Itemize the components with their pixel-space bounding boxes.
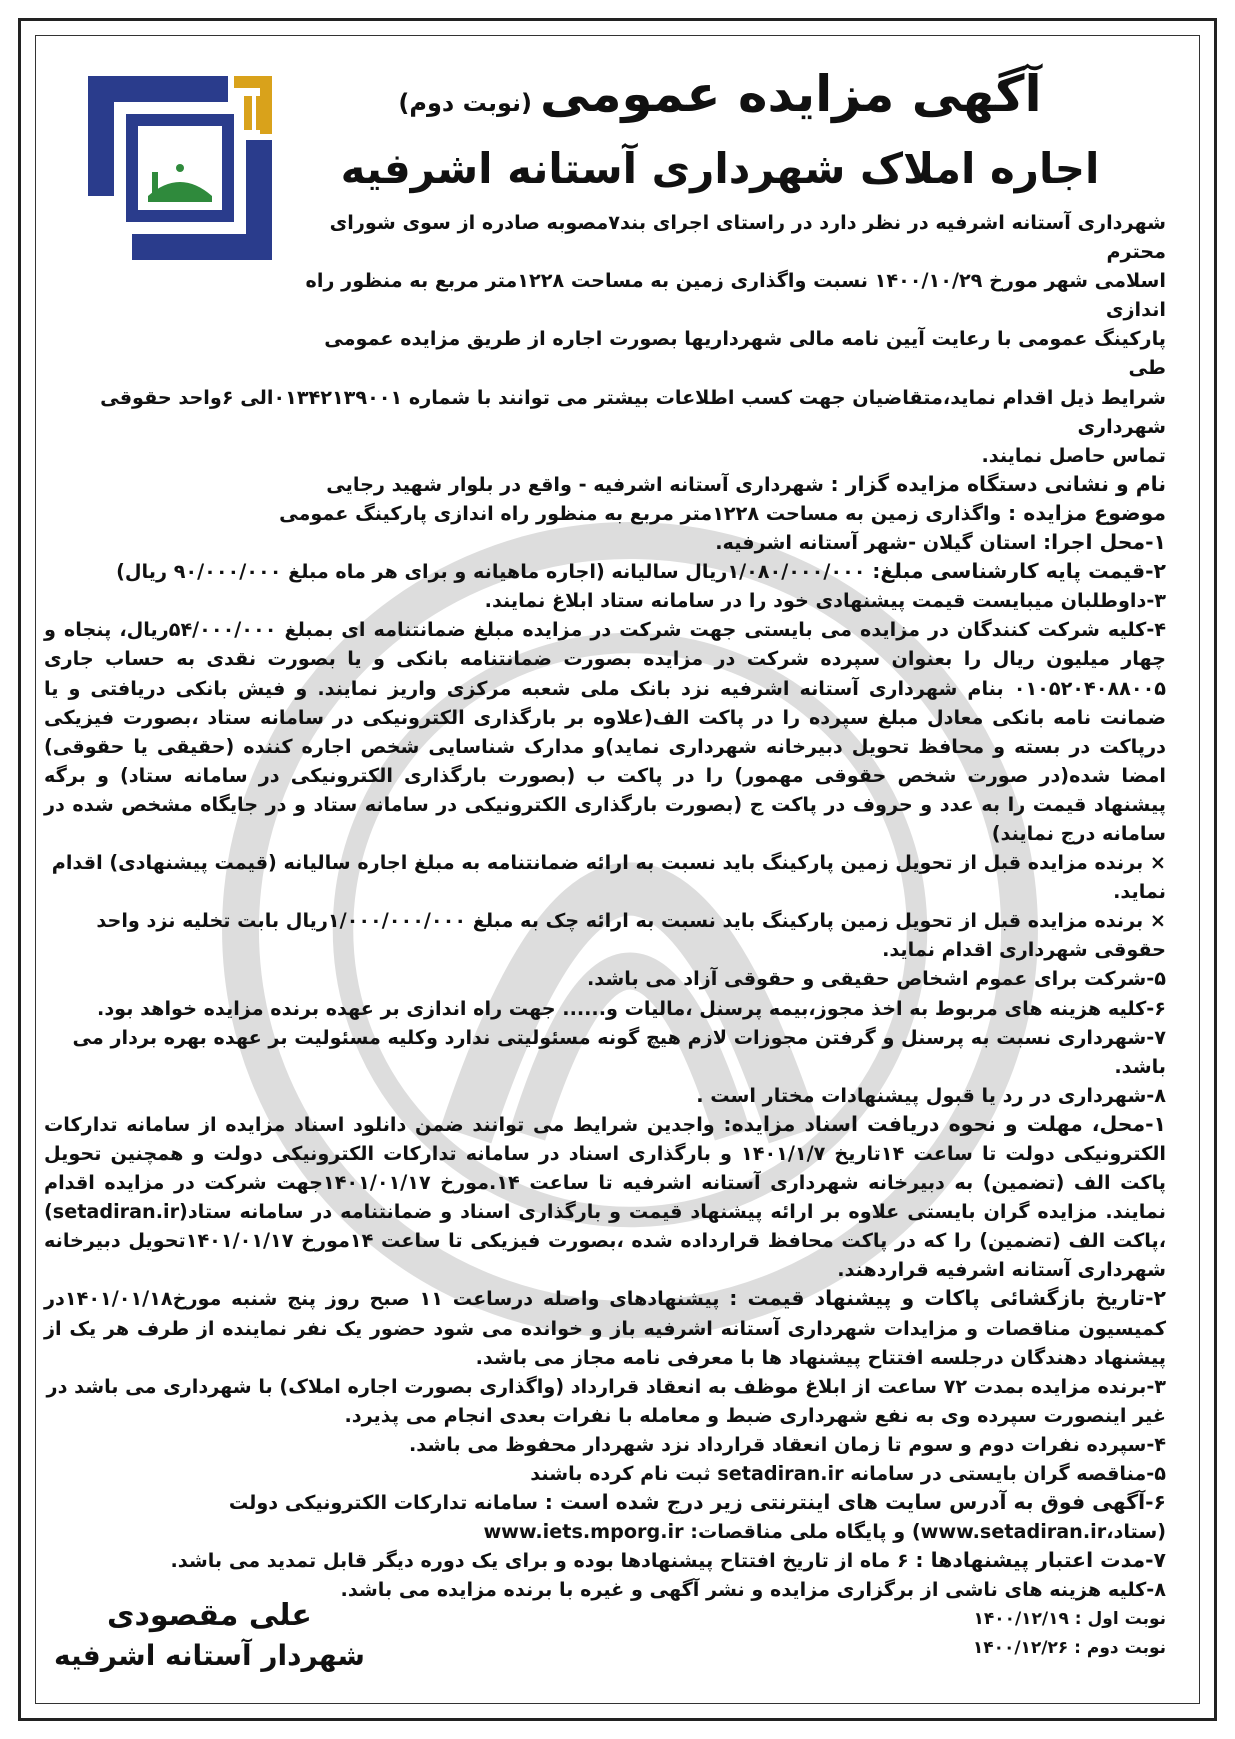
subject-value: واگذاری زمین به مساحت ۱۲۲۸متر مربع به منظور راه اندازی پارکینگ عمومی — [279, 501, 1002, 525]
websites-section — [44, 1488, 1166, 1546]
opening-text: پیشنهادهای واصله درساعت ۱۱ صبح روز پنج شنبه مورخ۱۴۰۱/۰۱/۱۸در کمیسیون مناقصات و مزایدات شهرداری آستانه اشرفیه باز و خوانده می شود حضور یک نفر نماینده از طرف هر یک از پیشنهاد دهندگان درجلسه افتتاح پیشنهاد ها با معرفی نامه مجاز می باشد. — [44, 1287, 1166, 1369]
subject — [44, 499, 1166, 528]
base-price — [44, 557, 1166, 586]
websites-text: سامانه تدارکات الکترونیکی دولت (ستاد،www.setadiran.ir) و پایگاه ملی مناقصات: www.iets.mporg.ir — [228, 1491, 1166, 1544]
rule-item: ۴-سپرده نفرات دوم و سوم تا زمان انعقاد قرارداد نزد شهردار محفوظ می باشد. — [409, 1432, 1166, 1456]
condition-item: ۸-شهرداری در رد یا قبول پیشنهادات مختار است . — [696, 1083, 1166, 1107]
validity-label: ۷-مدت اعتبار پیشنهادها : — [915, 1548, 1166, 1573]
rule-item: ۵-مناقصه گران بایستی در سامانه setadiran.ir ثبت نام کرده باشند — [530, 1462, 1166, 1486]
validity-text: ۶ ماه از تاریخ افتتاح پیشنهادها بوده و برای یک دوره دیگر قابل تمدید می باشد. — [170, 1549, 909, 1573]
title — [290, 62, 1150, 135]
header — [290, 62, 1150, 199]
opening-label: ۲-تاریخ بازگشائی پاکات و پیشنهاد قیمت : — [729, 1286, 1166, 1311]
intro-line: پارکینگ عمومی با رعایت آیین نامه مالی شهرداریها بصورت اجاره از طریق مزایده عمومی طی — [324, 327, 1166, 380]
intro — [44, 208, 1166, 470]
opening-section — [44, 1284, 1166, 1371]
condition-item: ۵-شرکت برای عموم اشخاص حقیقی و حقوقی آزاد می باشد. — [587, 967, 1166, 991]
subtitle: اجاره املاک شهرداری آستانه اشرفیه — [340, 144, 1100, 193]
location — [44, 528, 1166, 557]
websites-label: ۶-آگهی فوق به آدرس سایت های اینترنتی زیر درج شده است : — [544, 1490, 1166, 1515]
price-value: ۱/۰۸۰/۰۰۰/۰۰۰ریال سالیانه (اجاره ماهیانه و برای هر ماه مبلغ ۹۰/۰۰۰/۰۰۰ ریال) — [116, 560, 866, 584]
condition-item: ۷-شهرداری نسبت به پرسنل و گرفتن مجوزات لازم هیچ گونه مسئولیتی ندارد وکلیه مسئولیت بر عهده بهره بردار می باشد. — [72, 1025, 1166, 1078]
publish-first: نوبت اول : ۱۴۰۰/۱۲/۱۹ — [973, 1608, 1166, 1629]
documents-section — [44, 1110, 1166, 1285]
publish-second: نوبت دوم : ۱۴۰۰/۱۲/۲۶ — [972, 1637, 1166, 1658]
intro-line: شرایط ذیل اقدام نماید،متقاضیان جهت کسب اطلاعات بیشتر می توانند با شماره ۰۱۳۴۲۱۳۹۰۰۱الی ۶واحد حقوقی شهرداری — [100, 385, 1166, 438]
condition-item: × برنده مزایده قبل از تحویل زمین پارکینگ باید نسبت به ارائه چک به مبلغ ۱/۰۰۰/۰۰۰/۰۰۰ریال بابت تخلیه نزد واحد حقوقی شهرداری اقدام نماید. — [96, 909, 1166, 962]
price-label: ۲-قیمت پایه کارشناسی مبلغ: — [872, 559, 1166, 584]
costs-item: ۸-کلیه هزینه های ناشی از برگزاری مزایده و نشر آگهی و غیره با برنده مزایده می باشد. — [340, 1578, 1166, 1602]
organizer-value: شهرداری آستانه اشرفیه - واقع در بلوار شهید رجایی — [326, 472, 824, 496]
intro-line: تماس حاصل نمایند. — [981, 443, 1166, 467]
title-text: آگهی مزایده عمومی — [540, 65, 1042, 123]
organizer-label: نام و نشانی دستگاه مزایده گزار : — [830, 471, 1166, 496]
location-value: استان گیلان -شهر آستانه اشرفیه. — [715, 531, 1037, 555]
validity-section — [44, 1546, 1166, 1575]
condition-item: × برنده مزایده قبل از تحویل زمین پارکینگ باید نسبت به ارائه ضمانتنامه به مبلغ اجاره سالیانه (قیمت پیشنهادی) اقدام نماید. — [51, 851, 1166, 904]
condition-item: ۴-کلیه شرکت کنندگان در مزایده می بایستی جهت شرکت در مزایده مبلغ ضمانتنامه ای بمبلغ ۵۴/۰۰۰/۰۰۰ریال، پنجاه و چهار میلیون ریال را بعنوان سپرده شرکت در مزایده بصورت ضمانتنامه بانکی و یا بصورت نقدی به حساب جاری ۰۱۰۵۲۰۴۰۸۸۰۰۵ بنام شهرداری آستانه اشرفیه نزد بانک ملی شعبه مرکزی واریز نمایند. و فیش بانکی دریافتی و یا ضمانت نامه بانکی معادل مبلغ سپرده را در پاکت الف(علاوه بر بارگذاری الکترونیکی در سامانه ستاد ،بصورت فیزیکی درپاکت در بسته و محافظ تحویل دبیرخانه شهرداری نماید)و مدارک شناسایی شخص اجاره کننده (حقیقی یا حقوقی) امضا شده(در صورت شخص حقوقی مهمور) را در پاکت ب (بصورت بارگذاری الکترونیکی در سامانه ستاد) و برگه پیشنهاد قیمت را به عدد و حروف در پاکت ج (بصورت بارگذاری الکترونیکی در سامانه ستاد و در جایگاه مشخص شده در سامانه درج نمایند) — [44, 618, 1166, 845]
title-note: (نوبت دوم) — [398, 89, 533, 117]
documents-label: ۱-محل، مهلت و نحوه دریافت اسناد مزایده: — [723, 1111, 1166, 1136]
rule-item: ۳-برنده مزایده بمدت ۷۲ ساعت از ابلاغ موظف به انعقاد قرارداد (واگذاری بصورت اجاره املاک) با شهرداری می باشد در غیر اینصورت سپرده وی به نفع شهرداری ضبط و معامله با نفرات بعدی انجام می پذیرد. — [46, 1374, 1166, 1427]
signatory-title: شهردار آستانه اشرفیه — [54, 1639, 365, 1672]
condition-item: ۳-داوطلبان میبایست قیمت پیشنهادی خود را در سامانه ستاد ابلاغ نمایند. — [484, 589, 1166, 613]
signature — [54, 1596, 365, 1676]
condition-item: ۶-کلیه هزینه های مربوط به اخذ مجوز،بیمه پرسنل ،مالیات و...... جهت راه اندازی بر عهده برنده مزایده خواهد بود. — [97, 996, 1166, 1020]
location-label: ۱-محل اجرا: — [1042, 530, 1166, 555]
intro-line: اسلامی شهر مورخ ۱۴۰۰/۱۰/۲۹ نسبت واگذاری زمین به مساحت ۱۲۲۸متر مربع به منظور راه اندازی — [305, 269, 1166, 322]
signatory-name: علی مقصودی — [106, 1598, 312, 1633]
intro-line: شهرداری آستانه اشرفیه در نظر دارد در راستای اجرای بند۷مصوبه صادره از سوی شورای محترم — [329, 211, 1166, 264]
organizer — [44, 470, 1166, 499]
ad-body — [44, 208, 1166, 1663]
subject-label: موضوع مزایده : — [1008, 500, 1166, 525]
documents-text: واجدین شرایط می توانند ضمن دانلود اسناد مزایده از سامانه تدارکات الکترونیکی دولت تا ساعت ۱۴تاریخ ۱۴۰۱/۱/۷ و بارگذاری اسناد در سامانه تدارکات الکترونیکی دولت و همچنین تحویل پاکت الف (تضمین) به دبیرخانه شهرداری آستانه اشرفیه تا ساعت ۱۴.مورخ ۱۴۰۱/۰۱/۱۷جهت شرکت در مزایده اقدام نمایند. مزایده گران بایستی علاوه بر ارائه پیشنهاد قیمت و بارگذاری اسناد و ضمانتنامه در سامانه ستاد(setadiran.ir) ،پاکت الف (تضمین) را که در پاکت محافظ قرارداده شده ،بصورت فیزیکی تا ساعت ۱۴مورخ ۱۴۰۱/۰۱/۱۷تحویل دبیرخانه شهرداری آستانه اشرفیه قراردهند. — [44, 1112, 1167, 1282]
